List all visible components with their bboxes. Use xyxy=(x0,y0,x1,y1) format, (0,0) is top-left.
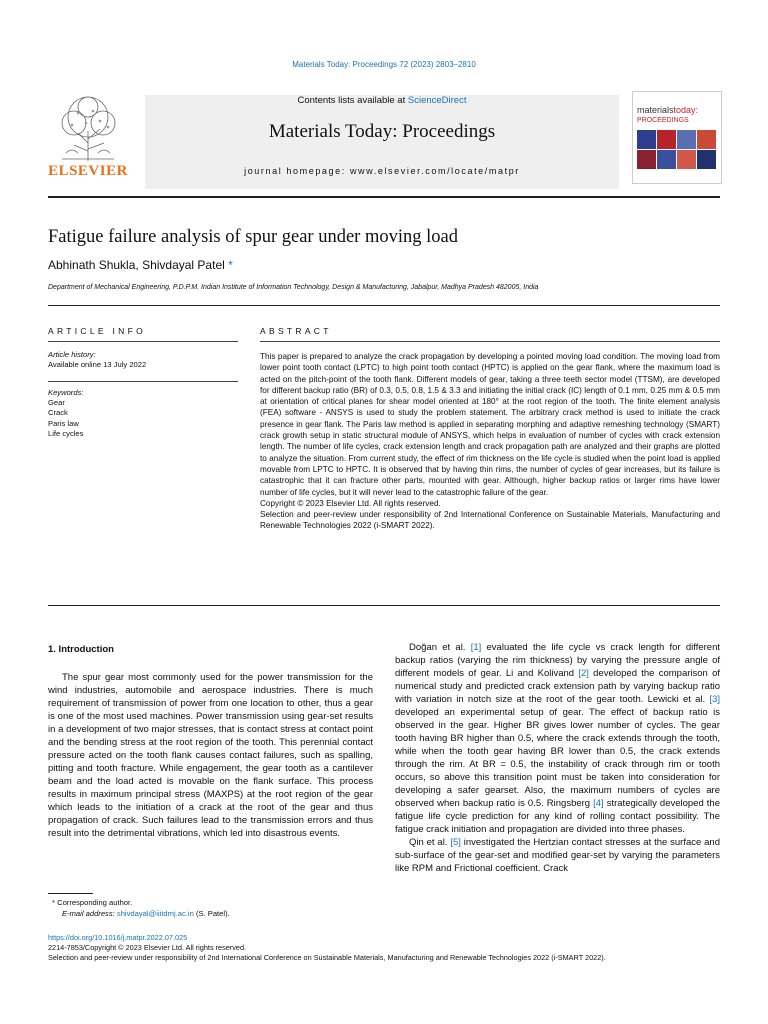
keyword: Life cycles xyxy=(48,428,84,438)
reference-link[interactable]: [1] xyxy=(470,642,482,653)
intro-paragraph: The spur gear most commonly used for the power transmission for the wind industries, automobile and aerospace industries. There is much requirement of transmission of power from one location to other, thus a gear is one of the most used machines. Power transmission using gear-set results in a development of two major stresses, that is contact stress at contact point and the bending stress at the root region of the tooth. This perennial contact pressure acted on the tooth flank causes contact failures, such as spalling, pitting and tooth fracture. While engagement, the gear tooth as a cantilever beam and the load acted is movable on the flank surface. This process results in maximum principal stress (MAXPS) at the root region of the gear which leads to the initiation of a crack at the root of the gear and thus propagation of crack. Such failures lead to the transmission errors and thus result into the detrimental vibrations, which led into disastrous events. xyxy=(48,672,373,839)
text-run: investigated the Hertzian contact stresses at the surface and sub-surface of the gear-set and modified gear-set by varying the parameters like RPM and Frictional coefficient. Crack xyxy=(395,837,720,874)
abstract-text: This paper is prepared to analyze the crack propagation by developing a pointed moving load condition. The moving load from lower point tooth contact (LPTC) to high point tooth contact (HPTC) is applied on the gear flank, where the maximum load is acted on the pitch-point of the tooth flank. Different models of gear, taking a three teeth sector model (TTSM), are developed for different backup ratio (BR) of 0.3, 0.5, 0.8, 1.5 & 3.3 and initiating the initial crack (IC) length of 0.1 mm, 0.25 mm & 0.5 mm at orientation of critical planes for shear model oriented at 180° at the root region of the tooth. The finite element analysis (FEA) software - ANSYS is used to study the problem statement. The arbitrary crack method is used to initiate the crack presence in gear flank. The Paris law method is applied in separating morphing and adaptive remeshing technology (SMART) crack growth setup in static structural module of ANSYS, which helps in evaluation of number of cycles with crack extension length. The number of life cycles, crack extension length and crack propagation path are analyzed and their graphs are plotted to analyze the situation. From current study, the effect of rim thickness on the life cycle is studied when the point load is applied movable from LPTC to HPTC. It is observed that by having thin rims, the number of cycles of gear increases, but its failure is catastrophic that it can fracture other parts, mounted with gear. Although, higher backup ratios or larger rims have lower number of life cycles, but it will never lead to the catastrophic failure of the gear. xyxy=(260,352,720,497)
doi-link[interactable]: https://doi.org/10.1016/j.matpr.2022.07.025 xyxy=(48,933,188,942)
reference-link[interactable]: [3] xyxy=(709,694,720,705)
cover-title-c: PROCEEDINGS xyxy=(637,117,689,124)
corresponding-author-mark[interactable]: * xyxy=(228,258,233,272)
keyword: Paris law xyxy=(48,418,79,428)
keywords-block xyxy=(48,388,83,439)
text-run: evaluated the life cycle vs crack length for different backup ratios (varying the rim thickness) by varying the pressure angle of different models of gear. Li and Kolivand xyxy=(395,642,720,679)
header-divider xyxy=(48,196,720,198)
keyword: Crack xyxy=(48,408,68,418)
abstract-rule xyxy=(260,341,720,342)
history-label: Article history: xyxy=(48,350,96,359)
footnote-email-suffix: (S. Patel). xyxy=(195,909,230,918)
contents-prefix: Contents lists available at xyxy=(297,95,406,106)
author-email-link[interactable]: shivdayal@iiitdmj.ac.in xyxy=(116,909,194,918)
article-info-rule xyxy=(48,341,238,342)
reference-link[interactable]: [4] xyxy=(593,798,604,809)
text-run: Doğan et al. xyxy=(409,642,471,653)
footnote-corresponding: Corresponding author. xyxy=(57,898,133,907)
intro-right-column xyxy=(395,641,720,875)
cover-title-b: today: xyxy=(673,105,699,115)
keyword: Gear xyxy=(48,398,65,408)
intro-right-paragraph-2 xyxy=(395,836,720,875)
contents-line xyxy=(145,95,619,106)
issn-copyright: 2214-7853/Copyright © 2023 Elsevier Ltd. All rights reserved. xyxy=(48,943,247,952)
abstract-copyright: Copyright © 2023 Elsevier Ltd. All rights reserved. xyxy=(260,498,441,508)
abstract-divider xyxy=(48,605,720,606)
journal-citation-link[interactable]: Materials Today: Proceedings 72 (2023) 2803–2810 xyxy=(292,60,476,69)
abstract-heading: ABSTRACT xyxy=(260,326,332,336)
text-run: developed the comparison of numerical study and predicted crack extension path by varying backup ratio with variation in notch size at the root of the gear tooth. Lewicki et al. xyxy=(395,668,720,705)
author-affiliation: Department of Mechanical Engineering, P.D.P.M. Indian Institute of Information Technology, Design & Manufacturing, Jabalpur, Madhya Pradesh 482005, India xyxy=(48,284,539,291)
intro-left-column xyxy=(48,671,373,840)
history-value: Available online 13 July 2022 xyxy=(48,360,147,370)
footnote-mark: * xyxy=(52,898,55,907)
text-run: strategically developed the fatigue life cycle prediction for any kind of rolling contact possibility. The fatigue crack initiation and propagation are divided into three phases. xyxy=(395,798,720,835)
article-history xyxy=(48,350,146,370)
affiliation-divider xyxy=(48,305,720,306)
article-info-heading: ARTICLE INFO xyxy=(48,326,147,336)
article-authors xyxy=(48,258,233,272)
author-names: Abhinath Shukla, Shivdayal Patel xyxy=(48,258,225,272)
section-heading-introduction: 1. Introduction xyxy=(48,644,114,655)
keywords-label: Keywords: xyxy=(48,388,84,397)
abstract-body xyxy=(260,351,720,532)
history-rule xyxy=(48,381,238,382)
intro-right-paragraph-1 xyxy=(395,641,720,836)
journal-homepage[interactable]: journal homepage: www.elsevier.com/locate/matpr xyxy=(244,166,520,176)
sciencedirect-link[interactable]: ScienceDirect xyxy=(407,95,467,106)
elsevier-wordmark: ELSEVIER xyxy=(48,163,128,179)
footnote xyxy=(52,897,230,919)
reference-link[interactable]: [5] xyxy=(450,837,461,848)
cover-title-a: materials xyxy=(637,105,674,115)
text-run: developed an experimental setup of gear. The effect of backup ratio is observed in the gear. Higher BR gives lower number of cycles. The gear tooth having BR higher than 0.5, where the crack extends through the tooth, while when the tooth gear having BR lower than 0.5, the crack extends through the rim. At BR = 0.5, the instability of crack through rim or tooth occurs, so above this transition point must be taken into consideration for developing a safer gearset. Also, the maximum numbers of cycles are observed when backup ratio is 0.5. Ringsberg xyxy=(395,707,720,809)
footer-selection: Selection and peer-review under responsibility of 2nd International Conference on Sustainable Materials, Manufacturing and Renewable Technologies 2022 (i-SMART 2022). xyxy=(48,953,606,962)
footnote-rule xyxy=(48,893,93,894)
journal-title: Materials Today: Proceedings xyxy=(268,121,496,142)
abstract-selection: Selection and peer-review under responsibility of 2nd International Conference on Sustainable Materials, Manufacturing and Renewable Technologies 2022 (i-SMART 2022). xyxy=(260,510,720,531)
journal-cover-image xyxy=(632,91,722,184)
footnote-email-label: E-mail address: xyxy=(62,909,115,918)
text-run: Qin et al. xyxy=(409,837,451,848)
article-title: Fatigue failure analysis of spur gear under moving load xyxy=(48,227,458,247)
reference-link[interactable]: [2] xyxy=(578,668,589,679)
